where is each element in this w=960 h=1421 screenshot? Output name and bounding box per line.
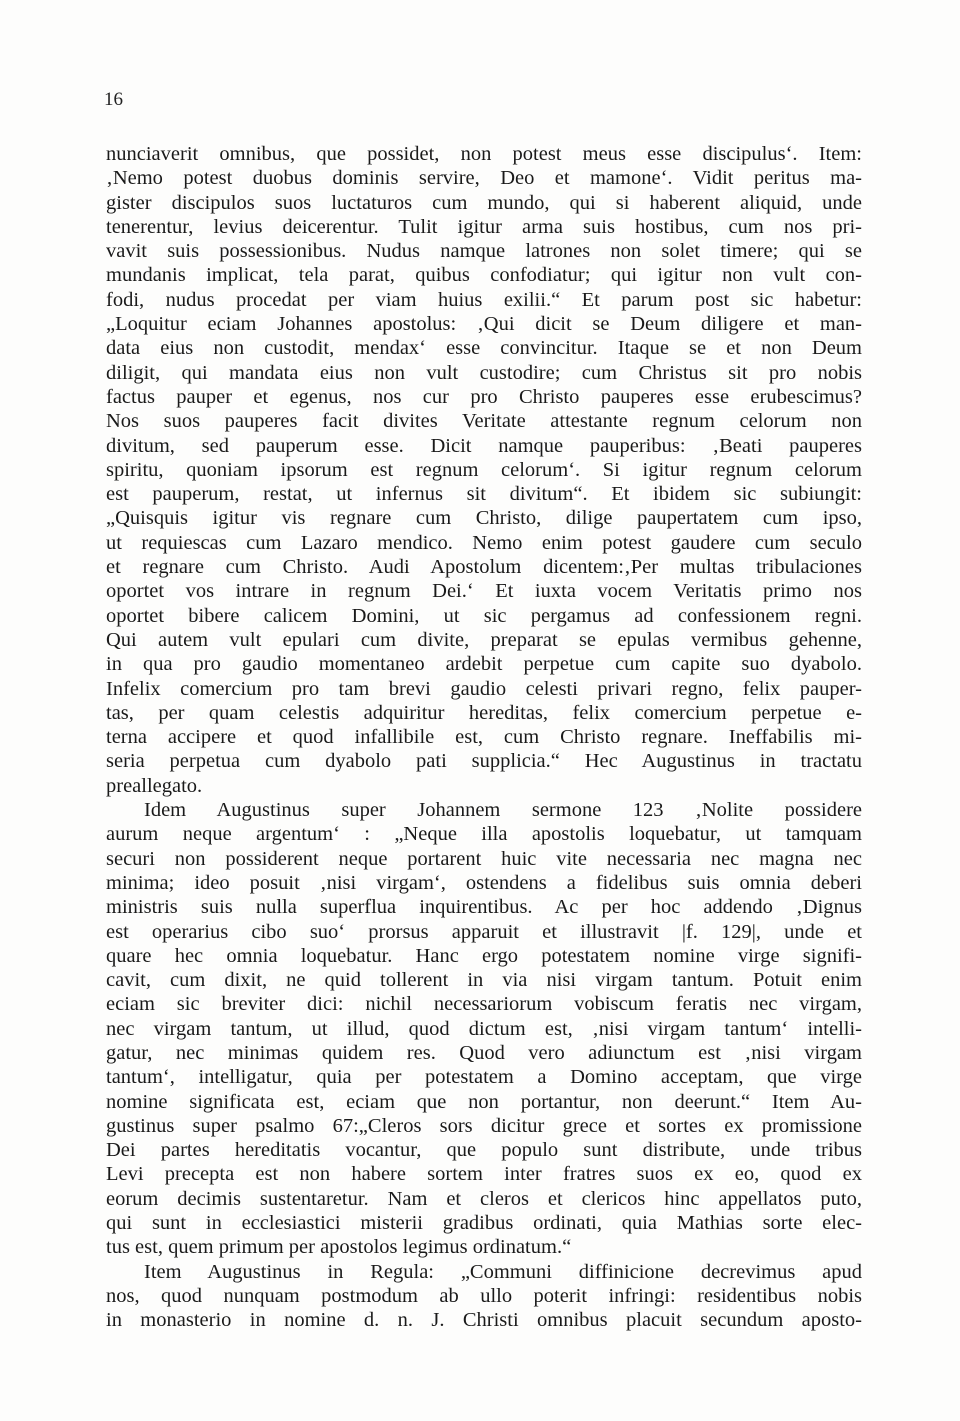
text-line: nomine significata est, eciam que non portantur, non deerunt.“ Item Au- [106,1090,862,1113]
text-line: oportet vos intrare in regnum Dei.‘ Et iuxta vocem Veritatis primo nos [106,580,862,603]
text-line: eorum decimis sustentaretur. Nam et cleros et clericos hinc appellatos puto, [106,1187,862,1210]
text-line: ministris suis nulla superflua inquirentibus. Ac per hoc addendo ‚Dignus [106,896,862,919]
text-line: in qua pro gaudio momentaneo ardebit perpetue cum capite suo dyabolo. [106,653,862,676]
text-line: factus pauper et egenus, nos cur pro Christo pauperes esse erubescimus? [106,385,862,408]
text-line: Idem Augustinus super Johannem sermone 123 ‚Nolite possidere [144,799,862,822]
text-line: nunciaverit omnibus, que possidet, non potest meus esse discipulus‘. Item: [106,143,862,165]
text-line: data eius non custodit, mendax‘ esse convincitur. Itaque se et non Deum [106,337,862,360]
text-line: ut requiescas cum Lazaro mendico. Nemo enim potest gaudere cum seculo [106,531,862,554]
text-line: oportet bibere calicem Domini, ut sic pergamus ad confessionem regni. [106,604,862,627]
text-line: preallegato. [106,774,203,797]
text-line: Infelix comercium pro tam brevi gaudio celesti privari regno, felix pauper- [106,677,862,700]
text-line: terna accipere et quod infallibile est, cum Christo regnare. Ineffabilis mi- [106,726,862,749]
paragraph [106,142,862,798]
text-line: in monasterio in nomine d. n. J. Christi omnibus placuit secundum aposto- [106,1309,862,1332]
text-line: Item Augustinus in Regula: „Communi diffinicione decrevimus apud [144,1260,862,1283]
text-line: mundanis implicat, tela parat, quibus confodiatur; qui igitur non vult con- [106,264,862,287]
text-line: minima; ideo posuit ‚nisi virgam‘, ostendens a fidelibus suis omnia deberi [106,871,862,894]
text-line: cavit, cum dixit, ne quid tollerent in via nisi virgam tantum. Potuit enim [106,969,862,992]
text-line: gatur, nec minimas quidem res. Quod vero adiunctum est ‚nisi virgam [106,1041,862,1064]
text-line: nos, quod nunquam postmodum ab ullo poterit infringi: residentibus nobis [106,1284,862,1307]
text-line: nec virgam tantum, ut illud, quod dictum est, ‚nisi virgam tantum‘ intelli- [106,1017,862,1040]
text-line: divitum, sed pauperum esse. Dicit namque pauperibus: ‚Beati pauperes [106,434,862,457]
text-line: „Quisquis igitur vis regnare cum Christo, dilige paupertatem cum ipso, [106,507,862,530]
text-line: eciam sic breviter dici: nichil necessariorum vobiscum feratis nec virgam, [106,993,862,1016]
text-line: Nos suos pauperes facit divites Veritate attestante regnum celorum non [106,410,862,433]
text-line: securi non possiderent neque portarent huic vite necessaria nec magna nec [106,847,862,870]
text-line: tus est, quem primum per apostolos legimus ordinatum.“ [106,1236,572,1259]
text-line: seria perpetua cum dyabolo pati supplicia.“ Hec Augustinus in tractatu [106,750,862,773]
paragraph [106,798,862,1260]
text-line: Qui autem vult epulari cum divite, preparat se epulas vermibus gehenne, [106,628,862,651]
text-line: tantum‘, intelligatur, quia per potestatem a Domino acceptam, que virge [106,1066,862,1089]
page-number: 16 [104,89,123,110]
text-line: quare hec omnia loquebatur. Hanc ergo potestatem nomine virge signifi- [106,944,862,967]
text-line: Dei partes hereditatis vocantur, que populo sunt distribute, unde tribus [106,1139,862,1162]
text-line: est operarius cibo suo‘ prorsus apparuit et illustravit |f. 129|, unde et [106,920,862,943]
text-line: et regnare cum Christo. Audi Apostolum dicentem:‚Per multas tribulaciones [106,556,862,579]
paragraph [106,1260,862,1333]
text-line: Levi precepta est non habere sortem inter fratres suos ex eo, quod ex [106,1163,862,1186]
text-line: diligit, qui mandata eius non vult custodire; cum Christus sit pro nobis [106,361,862,384]
text-line: tenerentur, levius deicerentur. Tulit igitur arma suis hostibus, cum nos pri- [106,215,862,238]
text-line: qui sunt in ecclesiastici misterii gradibus ordinati, quia Mathias sorte elec- [106,1212,862,1235]
text-line: vavit suis possessionibus. Nudus namque latrones non solet timere; qui se [106,240,862,263]
text-line: tas, per quam celestis adquiritur hereditas, felix comercium perpetue e- [106,701,862,724]
text-line: aurum neque argentum‘ : „Neque illa apostolis loquebatur, ut tamquam [106,823,862,846]
text-line: ‚Nemo potest duobus dominis servire, Deo et mamone‘. Vidit peritus ma- [106,167,862,190]
text-line: fodi, nudus procedat per viam huius exilii.“ Et parum post sic habetur: [106,288,862,311]
body-text [106,142,862,1333]
text-line: gister discipulos suos luctaturos cum mundo, qui si haberent aliquid, unde [106,191,862,214]
text-line: „Loquitur eciam Johannes apostolus: ‚Qui dicit se Deum diligere et man- [106,313,862,336]
text-line: spiritu, quoniam ipsorum est regnum celorum‘. Si igitur regnum celorum [106,458,862,481]
text-line: est pauperum, restat, ut infernus sit divitum“. Et ibidem sic subiungit: [106,483,862,506]
text-line: gustinus super psalmo 67:„Cleros sors dicitur grece et sortes ex promissione [106,1114,862,1137]
